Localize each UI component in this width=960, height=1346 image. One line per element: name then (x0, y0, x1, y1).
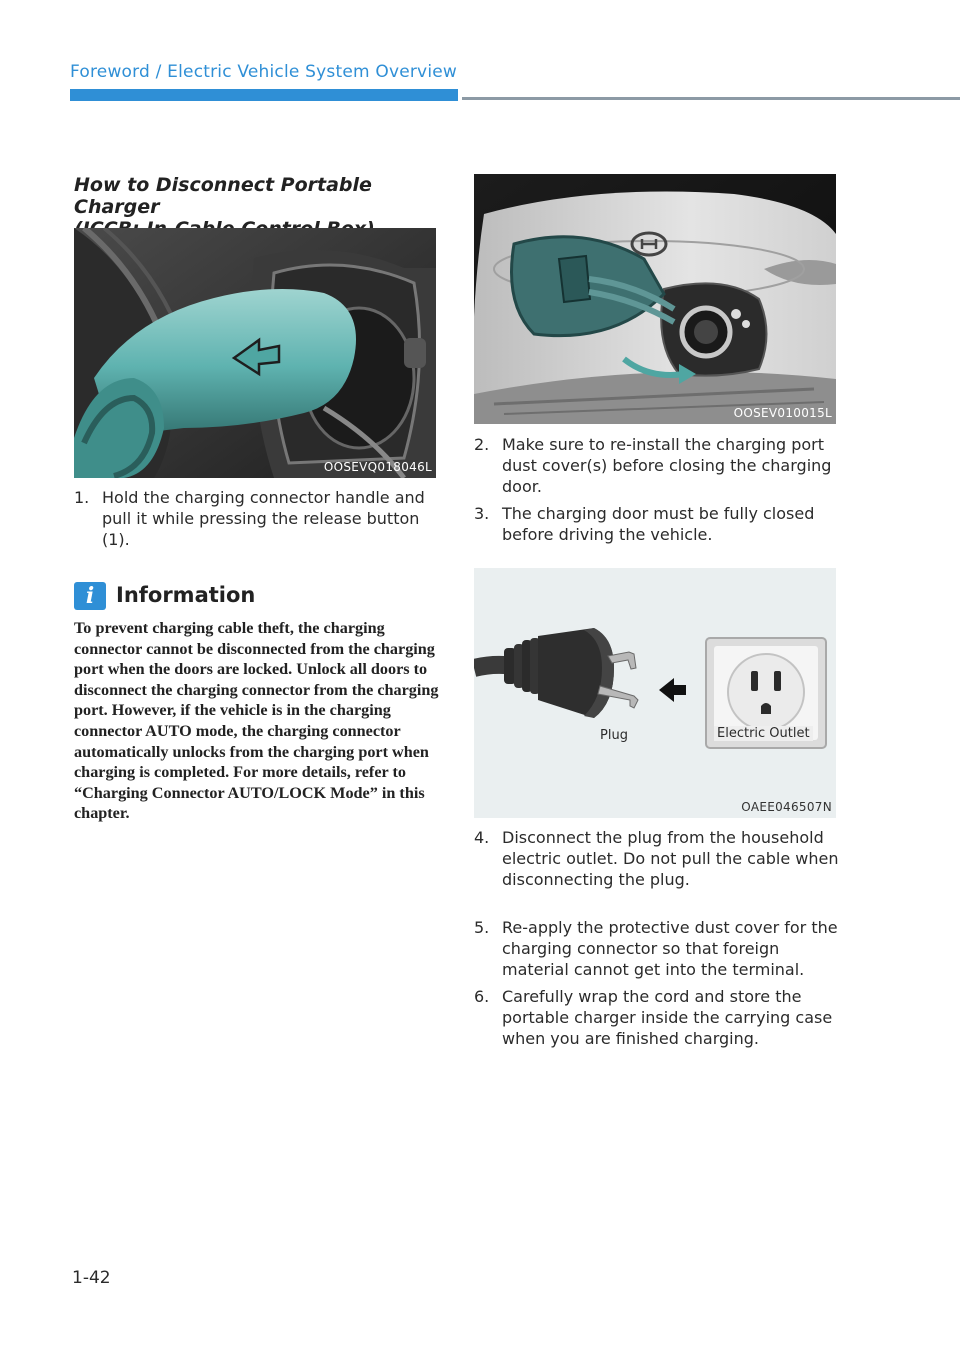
step-text: Hold the charging connector handle and pull it while pressing the release button (1). (102, 488, 425, 549)
plug-label: Plug (600, 728, 628, 743)
step-number: 1. (74, 488, 90, 507)
step-2 (474, 434, 844, 497)
charging-door-illustration (474, 174, 836, 424)
step-number: 4. (474, 828, 490, 847)
step-number: 5. (474, 918, 490, 937)
information-body: To prevent charging cable theft, the charging connector cannot be disconnected from the charging port when the doors are locked. Unlock all doors to disconnect the charging connector from the charging port. However, if the vehicle is in the charging connector AUTO mode, the charging connector automatically unlocks from the charging port when charging is completed. For more details, refer to “Charging Connector AUTO/LOCK Mode” in this chapter. (74, 619, 439, 823)
page-number: 1-42 (72, 1268, 111, 1288)
figure-code: OOSEVQ018046L (323, 460, 432, 474)
header-accent-bar (70, 89, 458, 101)
step-4 (474, 827, 844, 890)
information-icon: i (74, 582, 106, 610)
figure-code: OOSEV010015L (733, 406, 832, 420)
step-text: The charging door must be fully closed before driving the vehicle. (502, 504, 815, 544)
plug-outlet-illustration (474, 568, 836, 818)
figure-connector (74, 228, 436, 478)
outlet-label: Electric Outlet (714, 726, 813, 741)
information-title: Information (116, 583, 256, 607)
step-number: 3. (474, 504, 490, 523)
step-text: Carefully wrap the cord and store the portable charger inside the carrying case when you are finished charging. (502, 987, 833, 1048)
figure-charging-door (474, 174, 836, 424)
connector-illustration (74, 228, 436, 478)
step-number: 6. (474, 987, 490, 1006)
section-title-line1: How to Disconnect Portable Charger (74, 174, 372, 218)
step-3 (474, 503, 844, 545)
header-rule (462, 97, 960, 100)
figure-code: OAEE046507N (741, 800, 832, 814)
step-text: Make sure to re-install the charging port dust cover(s) before closing the charging door. (502, 435, 832, 496)
step-text: Disconnect the plug from the household electric outlet. Do not pull the cable when disconnecting the plug. (502, 828, 839, 889)
step-5 (474, 917, 844, 980)
step-text: Re-apply the protective dust cover for the charging connector so that foreign material cannot get into the terminal. (502, 918, 838, 979)
step-1 (74, 487, 444, 550)
header-title: Foreword / Electric Vehicle System Overview (70, 62, 457, 82)
figure-plug-outlet (474, 568, 836, 818)
step-number: 2. (474, 435, 490, 454)
step-6 (474, 986, 844, 1049)
